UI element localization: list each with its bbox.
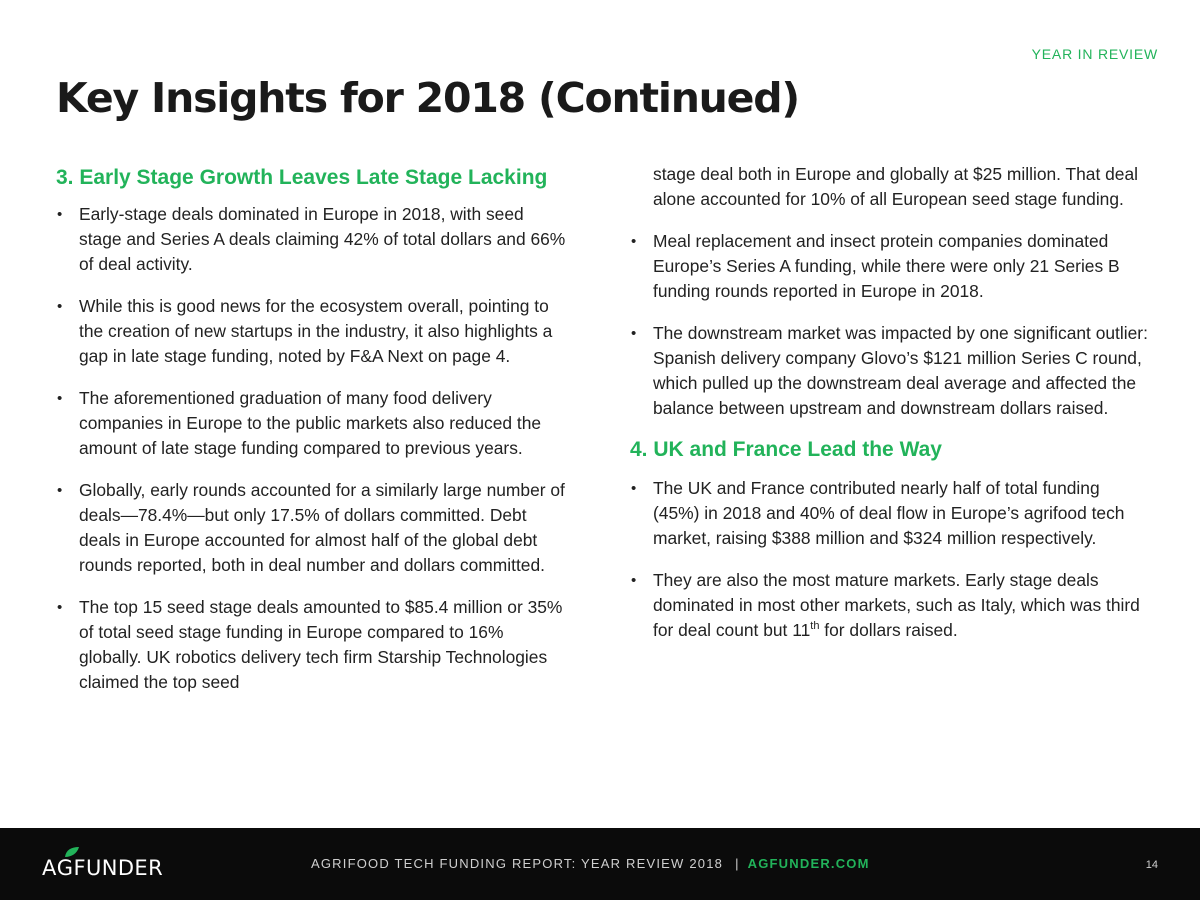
page-title: Key Insights for 2018 (Continued) <box>56 74 799 122</box>
footer-separator: | <box>735 856 740 871</box>
leaf-icon <box>64 846 80 858</box>
bullet-list-uk-france <box>630 476 1150 643</box>
page-number: 14 <box>1145 859 1158 871</box>
left-column <box>56 162 566 712</box>
logo-letter: A <box>42 856 57 880</box>
bullet-item: • The downstream market was impacted by one significant outlier: Spanish delivery company Glovo’s $121 million Series C round, which pulled up the downstream deal average and affected the balance between upstream and downstream dollars raised. <box>630 321 1150 421</box>
bullet-list-left <box>56 202 566 695</box>
report-title: AGRIFOOD TECH FUNDING REPORT: YEAR REVIEW 2018 <box>311 856 724 871</box>
section-tag: YEAR IN REVIEW <box>1031 46 1158 62</box>
bullet-item: • Meal replacement and insect protein companies dominated Europe’s Series A funding, while there were only 21 Series B funding rounds reported in Europe in 2018. <box>630 229 1150 304</box>
footer-bar <box>0 828 1200 900</box>
ordinal-superscript: th <box>810 620 820 633</box>
bullet-item: • The UK and France contributed nearly half of total funding (45%) in 2018 and 40% of deal flow in Europe’s agrifood tech market, raising $388 million and $324 million respectively. <box>630 476 1150 551</box>
bullet-text: for dollars raised. <box>819 620 958 640</box>
bullet-text: They are also the most mature markets. Early stage deals dominated in most other markets, such as Italy, which was third for deal count but 11 <box>653 570 1140 640</box>
agfunder-logo[interactable] <box>42 850 163 880</box>
bullet-list-right <box>630 229 1150 421</box>
section-title-uk-france: 4. UK and France Lead the Way <box>630 438 942 461</box>
bullet-continuation: stage deal both in Europe and globally at $25 million. That deal alone accounted for 10% of all European seed stage funding. <box>653 164 1139 209</box>
logo-letter: G <box>57 856 74 880</box>
footer-caption <box>311 856 870 871</box>
website-link[interactable]: AGFUNDER.COM <box>747 856 870 871</box>
bullet-item: • The aforementioned graduation of many food delivery companies in Europe to the public markets also reduced the amount of late stage funding compared to previous years. <box>56 386 566 461</box>
bullet-item: • Early-stage deals dominated in Europe in 2018, with seed stage and Series A deals claiming 42% of total dollars and 66% of deal activity. <box>56 202 566 277</box>
bullet-item: • While this is good news for the ecosystem overall, pointing to the creation of new startups in the industry, it also highlights a gap in late stage funding, noted by F&A Next on page 4. <box>56 294 566 369</box>
logo-text: FUNDER <box>73 856 164 880</box>
section-title-early-stage: 3. Early Stage Growth Leaves Late Stage Lacking <box>56 166 548 189</box>
right-column <box>630 162 1150 660</box>
bullet-item <box>630 568 1150 643</box>
bullet-item: • Globally, early rounds accounted for a similarly large number of deals—78.4%—but only 17.5% of dollars committed. Debt deals in Europe accounted for almost half of the global debt rounds reported, both in deal number and dollars committed. <box>56 478 566 578</box>
bullet-item: • The top 15 seed stage deals amounted to $85.4 million or 35% of total seed stage funding in Europe compared to 16% globally. UK robotics delivery tech firm Starship Technologies claimed the top seed <box>56 595 566 695</box>
